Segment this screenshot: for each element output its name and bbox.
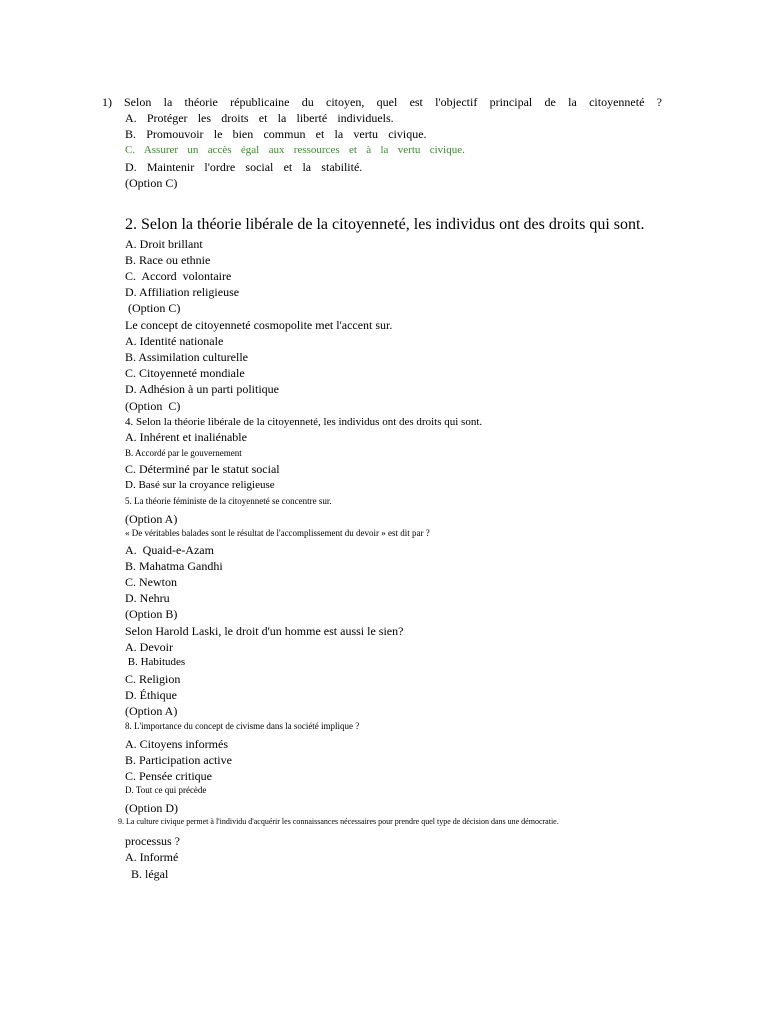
question-7-answer: (Option A) — [125, 704, 178, 718]
question-9-option-a: A. Informé — [125, 850, 179, 864]
question-2-option-d: D. Affiliation religieuse — [125, 285, 240, 299]
question-5-text: 5. La théorie féministe de la citoyenneté se concentre sur. — [125, 496, 332, 506]
question-8-answer: (Option D) — [125, 801, 178, 815]
question-5-answer: (Option A) — [125, 512, 178, 526]
question-6-option-a: A. Quaid-e-Azam — [125, 543, 214, 557]
question-1-number: 1) — [102, 95, 112, 109]
question-7-text: Selon Harold Laski, le droit d'un homme est aussi le sien? — [125, 624, 404, 638]
question-4-option-c: C. Déterminé par le statut social — [125, 462, 280, 476]
question-1-text: Selon la théorie républicaine du citoyen, quel est l'objectif principal de la citoyenneté ? — [124, 95, 662, 109]
question-8-option-c: C. Pensée critique — [125, 769, 212, 783]
question-2-option-c: C. Accord volontaire — [125, 269, 232, 283]
question-7-option-b: B. Habitudes — [125, 656, 186, 668]
question-2-answer: (Option C) — [125, 301, 181, 315]
question-3-option-b: B. Assimilation culturelle — [125, 350, 248, 364]
question-6-option-d: D. Nehru — [125, 591, 170, 605]
question-7-option-d: D. Éthique — [125, 688, 177, 702]
question-9-text: 9. La culture civique permet à l'individu d'acquérir les connaissances nécessaires pour prendre quel type de décision dans une démocratie. — [118, 817, 559, 826]
question-3-text: Le concept de citoyenneté cosmopolite met l'accent sur. — [125, 318, 393, 332]
question-4-option-a: A. Inhérent et inaliénable — [125, 430, 247, 444]
question-7-option-a: A. Devoir — [125, 640, 173, 654]
question-8-option-a: A. Citoyens informés — [125, 737, 228, 751]
question-9-continuation: processus ? — [125, 834, 180, 848]
question-3-option-d: D. Adhésion à un parti politique — [125, 382, 279, 396]
question-2-option-a: A. Droit brillant — [125, 237, 203, 251]
question-3-answer: (Option C) — [125, 399, 181, 413]
question-1-answer: (Option C) — [125, 176, 178, 190]
question-9-option-b: B. légal — [131, 867, 169, 881]
question-4-text: 4. Selon la théorie libérale de la citoyenneté, les individus ont des droits qui sont. — [125, 416, 483, 428]
question-6-answer: (Option B) — [125, 607, 178, 621]
question-2-text: 2. Selon la théorie libérale de la citoyenneté, les individus ont des droits qui sont. — [125, 216, 645, 233]
question-3-option-c: C. Citoyenneté mondiale — [125, 366, 245, 380]
question-1-option-a: A. Protéger les droits et la liberté individuels. — [125, 111, 394, 125]
question-7-option-c: C. Religion — [125, 672, 181, 686]
question-6-option-c: C. Newton — [125, 575, 177, 589]
question-6-text: « De véritables balades sont le résultat de l'accomplissement du devoir » est dit par ? — [125, 528, 430, 538]
question-3-option-a: A. Identité nationale — [125, 334, 224, 348]
question-2-option-b: B. Race ou ethnie — [125, 253, 211, 267]
question-8-text: 8. L'importance du concept de civisme dans la société implique ? — [125, 721, 360, 731]
question-1-option-b: B. Promouvoir le bien commun et la vertu civique. — [125, 127, 427, 141]
question-8-option-d: D. Tout ce qui précède — [125, 785, 207, 795]
question-4-option-d: D. Basé sur la croyance religieuse — [125, 479, 275, 491]
question-8-option-b: B. Participation active — [125, 753, 232, 767]
question-6-option-b: B. Mahatma Gandhi — [125, 559, 223, 573]
question-1-option-c: C. Assurer un accès égal aux ressources et à la vertu civique. — [125, 144, 465, 156]
question-4-option-b: B. Accordé par le gouvernement — [125, 448, 242, 458]
question-1-option-d: D. Maintenir l'ordre social et la stabilité. — [125, 160, 363, 174]
